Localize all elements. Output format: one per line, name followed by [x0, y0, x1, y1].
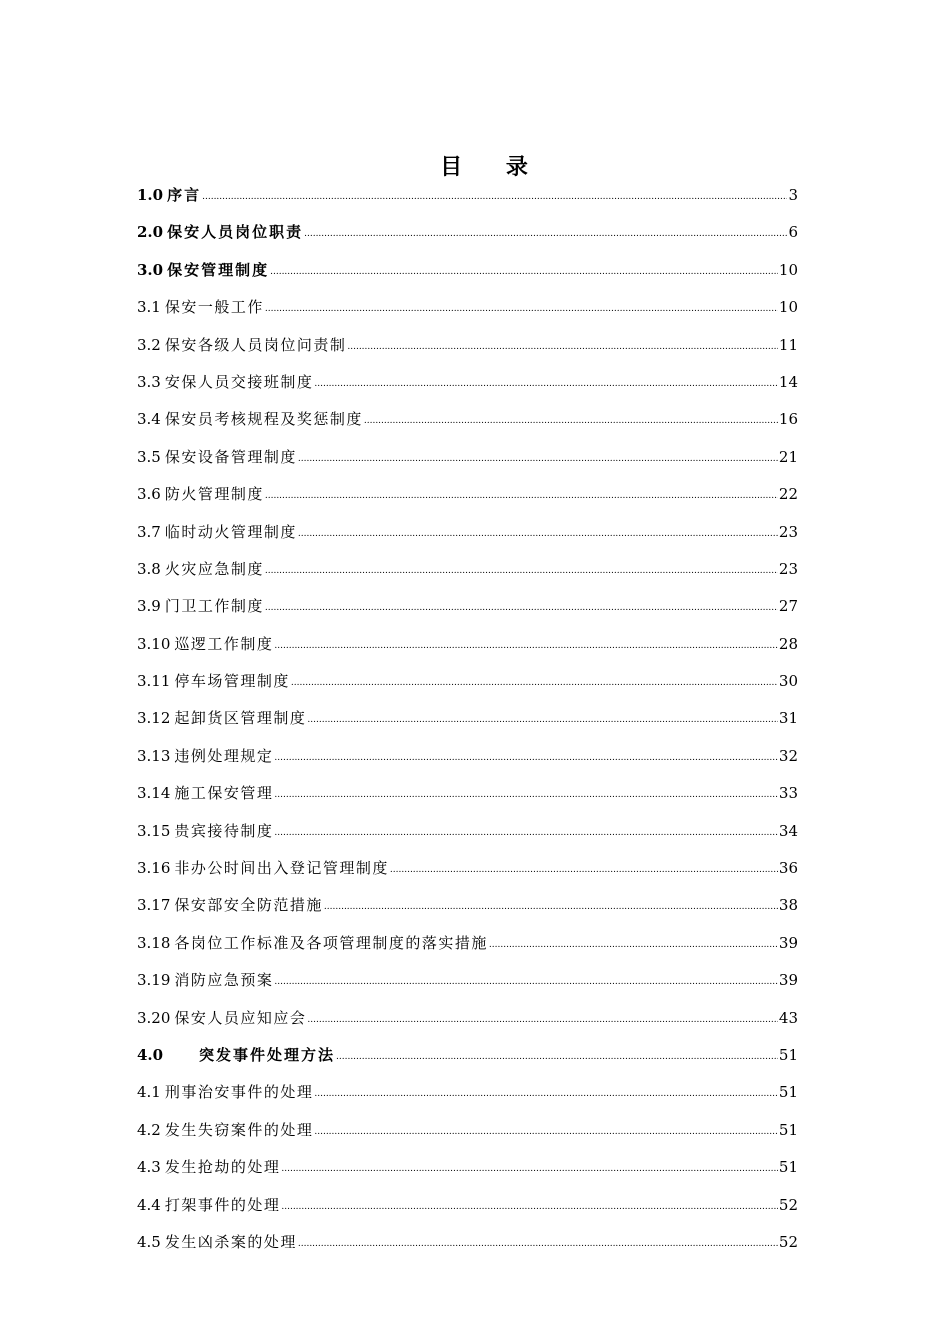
toc-entry[interactable]	[137, 1153, 798, 1190]
toc-entry-label: 突发事件处理方法	[199, 1045, 336, 1064]
toc-dot-leader	[265, 594, 778, 622]
toc-entry-label: 保安人员应知应会	[174, 1008, 307, 1027]
toc-entry-page-number: 39	[778, 971, 798, 990]
toc-entry-page-number: 3	[788, 186, 798, 204]
toc-entry-page-number: 10	[778, 260, 798, 279]
toc-dot-leader	[265, 295, 778, 323]
toc-entry-label: 贵宾接待制度	[174, 821, 274, 840]
toc-dot-leader	[298, 520, 778, 548]
toc-entry-label: 消防应急预案	[174, 971, 274, 990]
toc-entry[interactable]	[137, 891, 798, 928]
toc-entry[interactable]	[137, 1004, 798, 1041]
toc-dot-leader	[274, 744, 777, 772]
toc-title: 目 录	[440, 154, 546, 180]
toc-entry-number: 4.2	[137, 1120, 161, 1139]
toc-dot-leader	[390, 856, 778, 884]
toc-entry[interactable]	[137, 443, 798, 480]
toc-entry[interactable]	[137, 1191, 798, 1228]
toc-entry-page-number: 51	[778, 1158, 798, 1177]
toc-entry[interactable]	[137, 518, 798, 555]
toc-entry-number: 2.0	[137, 223, 164, 242]
toc-dot-leader	[324, 893, 778, 921]
toc-entry-page-number: 36	[778, 859, 798, 878]
toc-entry-label: 发生失窃案件的处理	[164, 1120, 314, 1139]
toc-entry-label: 施工保安管理	[174, 784, 274, 803]
toc-entry-label: 非办公时间出入登记管理制度	[174, 859, 389, 878]
toc-entry-number: 4.3	[137, 1158, 161, 1177]
toc-entry-number: 3.20	[137, 1008, 171, 1027]
toc-dot-leader	[291, 669, 778, 697]
toc-entry[interactable]	[137, 480, 798, 517]
toc-dot-leader	[270, 258, 778, 286]
toc-entry[interactable]	[137, 181, 798, 218]
toc-entry[interactable]	[137, 368, 798, 405]
toc-entry-page-number: 39	[778, 933, 798, 952]
toc-dot-leader	[274, 968, 777, 996]
toc-dot-leader	[274, 781, 777, 809]
toc-entry-label: 保安管理制度	[167, 260, 270, 279]
toc-entry-page-number: 27	[778, 597, 798, 616]
toc-entry-number: 3.18	[137, 933, 171, 952]
toc-entry-label: 门卫工作制度	[164, 597, 264, 616]
toc-entry-page-number: 51	[778, 1083, 798, 1102]
toc-entry-label: 刑事治安事件的处理	[164, 1083, 314, 1102]
toc-dot-leader	[364, 407, 778, 435]
toc-entry-page-number: 23	[778, 522, 798, 541]
toc-entry-number: 3.0	[137, 260, 164, 279]
toc-entry-page-number: 14	[778, 372, 798, 391]
toc-entry[interactable]	[137, 256, 798, 293]
toc-entry-page-number: 34	[778, 821, 798, 840]
toc-entry-label: 发生凶杀案的处理	[164, 1232, 297, 1251]
toc-entry-page-number: 32	[778, 746, 798, 765]
toc-entry[interactable]	[137, 1041, 798, 1078]
toc-dot-leader	[265, 557, 778, 585]
toc-entry-label: 发生抢劫的处理	[164, 1158, 281, 1177]
toc-entry-number: 3.15	[137, 821, 171, 840]
toc-entry[interactable]	[137, 966, 798, 1003]
toc-entry-page-number: 10	[778, 298, 798, 317]
toc-entry-number: 4.0	[137, 1045, 164, 1064]
toc-entry[interactable]	[137, 742, 798, 779]
toc-entry-page-number: 38	[778, 896, 798, 915]
toc-entry-label: 防火管理制度	[164, 485, 264, 504]
toc-dot-leader	[307, 706, 777, 734]
toc-dot-leader	[314, 370, 778, 398]
toc-entry-label: 火灾应急制度	[164, 559, 264, 578]
toc-dot-leader	[298, 445, 778, 473]
toc-entry[interactable]	[137, 1228, 798, 1265]
toc-entry-number: 3.11	[137, 672, 171, 691]
toc-entry-page-number: 16	[778, 410, 798, 429]
toc-entry-number: 3.16	[137, 859, 171, 878]
toc-entry-label: 序言	[167, 186, 202, 204]
toc-entry-label: 保安部安全防范措施	[174, 896, 323, 915]
toc-dot-leader	[336, 1043, 778, 1071]
toc-entry[interactable]	[137, 1116, 798, 1153]
toc-entry-label: 临时动火管理制度	[164, 522, 297, 541]
toc-entry[interactable]	[137, 592, 798, 629]
toc-entry-label: 起卸货区管理制度	[174, 709, 307, 728]
toc-entry-page-number: 22	[778, 485, 798, 504]
toc-dot-leader	[202, 183, 787, 211]
toc-entry[interactable]	[137, 218, 798, 255]
toc-entry-number: 3.10	[137, 634, 171, 653]
toc-entry-number: 3.14	[137, 784, 171, 803]
toc-entry[interactable]	[137, 1078, 798, 1115]
toc-entry[interactable]	[137, 704, 798, 741]
toc-dot-leader	[281, 1155, 778, 1183]
toc-dot-leader	[265, 482, 778, 510]
toc-entry-number: 3.4	[137, 410, 161, 429]
toc-entry-label: 各岗位工作标准及各项管理制度的落实措施	[174, 933, 488, 952]
toc-entry-label: 保安一般工作	[164, 298, 264, 317]
toc-entry-page-number: 51	[778, 1120, 798, 1139]
toc-entry-label: 保安各级人员岗位问责制	[164, 335, 347, 354]
toc-dot-leader	[307, 1006, 777, 1034]
toc-dot-leader	[304, 220, 787, 248]
toc-entry[interactable]	[137, 854, 798, 891]
toc-entry-number: 3.5	[137, 447, 161, 466]
toc-entry-number: 3.17	[137, 896, 171, 915]
toc-entry-label: 违例处理规定	[174, 746, 274, 765]
toc-entry-number: 3.1	[137, 298, 161, 317]
toc-dot-leader	[274, 819, 777, 847]
toc-entry[interactable]	[137, 630, 798, 667]
toc-entry-page-number: 43	[778, 1008, 798, 1027]
toc-entry-number: 1.0	[137, 186, 164, 204]
toc-entry-page-number: 52	[778, 1195, 798, 1214]
toc-entry-number: 4.4	[137, 1195, 161, 1214]
toc-entry-label: 安保人员交接班制度	[164, 372, 314, 391]
table-of-contents	[137, 181, 798, 1265]
toc-entry-label: 保安员考核规程及奖惩制度	[164, 410, 363, 429]
toc-dot-leader	[489, 931, 778, 959]
toc-dot-leader	[347, 333, 778, 361]
toc-entry-label: 保安设备管理制度	[164, 447, 297, 466]
toc-entry-number: 3.8	[137, 559, 161, 578]
toc-entry-number: 4.5	[137, 1232, 161, 1251]
toc-entry-number: 3.12	[137, 709, 171, 728]
toc-dot-leader	[314, 1118, 778, 1146]
toc-entry-label: 停车场管理制度	[174, 672, 290, 691]
toc-entry[interactable]	[137, 667, 798, 704]
toc-dot-leader	[314, 1080, 778, 1108]
toc-entry-page-number: 6	[788, 223, 798, 242]
toc-entry-number: 3.7	[137, 522, 161, 541]
toc-entry-page-number: 30	[778, 672, 798, 691]
toc-entry-label: 巡逻工作制度	[174, 634, 274, 653]
toc-entry-number: 3.6	[137, 485, 161, 504]
toc-entry-number: 3.13	[137, 746, 171, 765]
toc-entry-page-number: 52	[778, 1232, 798, 1251]
toc-dot-leader	[281, 1193, 778, 1221]
toc-entry[interactable]	[137, 779, 798, 816]
toc-entry-label: 保安人员岗位职责	[167, 223, 304, 242]
toc-entry[interactable]	[137, 555, 798, 592]
toc-entry[interactable]	[137, 331, 798, 368]
toc-entry-page-number: 11	[778, 335, 798, 354]
toc-entry-label: 打架事件的处理	[164, 1195, 281, 1214]
toc-entry[interactable]	[137, 293, 798, 330]
toc-entry-page-number: 28	[778, 634, 798, 653]
toc-entry-page-number: 51	[778, 1045, 798, 1064]
toc-entry[interactable]	[137, 405, 798, 442]
toc-dot-leader	[274, 632, 777, 660]
toc-entry-page-number: 31	[778, 709, 798, 728]
toc-entry-number: 3.3	[137, 372, 161, 391]
toc-entry-number: 3.9	[137, 597, 161, 616]
toc-entry-page-number: 33	[778, 784, 798, 803]
toc-entry-page-number: 23	[778, 559, 798, 578]
toc-entry[interactable]	[137, 929, 798, 966]
toc-dot-leader	[298, 1230, 778, 1258]
toc-entry-number: 3.2	[137, 335, 161, 354]
toc-entry-page-number: 21	[778, 447, 798, 466]
toc-entry-number: 4.1	[137, 1083, 161, 1102]
toc-entry-number: 3.19	[137, 971, 171, 990]
toc-entry[interactable]	[137, 817, 798, 854]
